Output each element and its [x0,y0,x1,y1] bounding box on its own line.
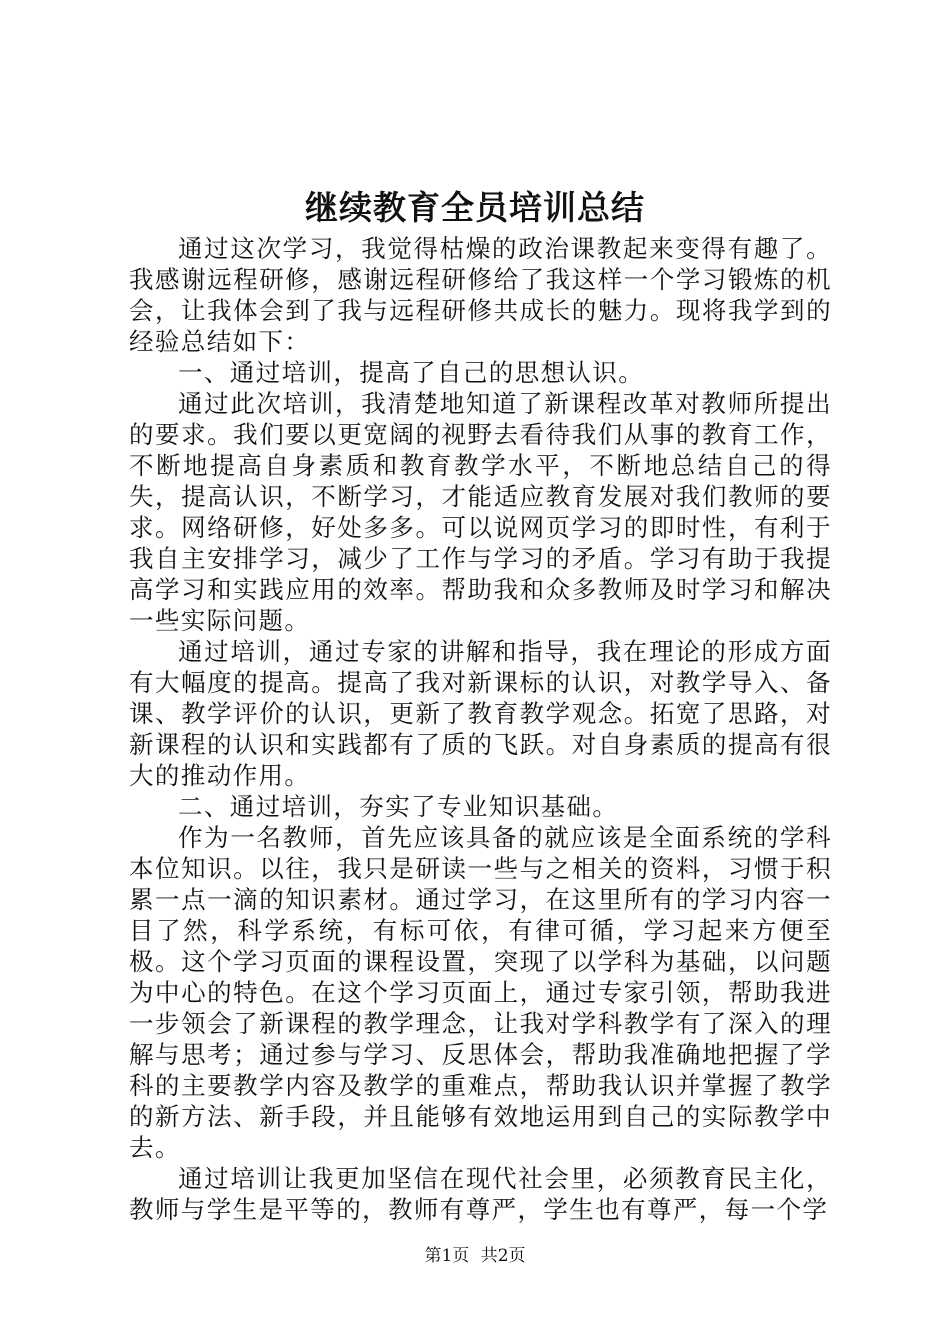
section-heading-2: 二、通过培训，夯实了专业知识基础。 [178,792,619,821]
paragraph-section-1b: 通过培训，通过专家的讲解和指导，我在理论的形成方面有大幅度的提高。提高了我对新课标的认识，对教学导入、备课、教学评价的认识，更新了教育教学观念。拓宽了思路，对新课程的认识和实践都有了质的飞跃。对自身素质的提高有很大的推动作用。 [129,637,832,790]
document-title: 继续教育全员培训总结 [305,188,645,227]
paragraph-section-1a: 通过此次培训，我清楚地知道了新课程改革对教师所提出的要求。我们要以更宽阔的视野去看待我们从事的教育工作，不断地提高自身素质和教育教学水平，不断地总结自己的得失，提高认识，不断学习，才能适应教育发展对我们教师的要求。网络研修，好处多多。可以说网页学习的即时性，有利于我自主安排学习，减少了工作与学习的矛盾。学习有助于我提高学习和实践应用的效率。帮助我和众多教师及时学习和解决一些实际问题。 [129,389,832,635]
paragraph-section-2a: 作为一名教师，首先应该具备的就应该是全面系统的学科本位知识。以往，我只是研读一些与之相关的资料，习惯于积累一点一滴的知识素材。通过学习，在这里所有的学习内容一目了然，科学系统，有标可依，有律可循，学习起来方便至极。这个学习页面的课程设置，突现了以学科为基础，以问题为中心的特色。在这个学习页面上，通过专家引领，帮助我进一步领会了新课程的教学理念，让我对学科教学有了深入的理解与思考；通过参与学习、反思体会，帮助我准确地把握了学科的主要教学内容及教学的重难点，帮助我认识并掌握了教学的新方法、新手段，并且能够有效地运用到自己的实际教学中去。 [129,823,832,1162]
section-heading-1: 一、通过培训，提高了自己的思想认识。 [178,358,645,387]
page-number: 第1页 [424,1246,470,1266]
page-footer [0,1244,950,1268]
paragraph-intro: 通过这次学习，我觉得枯燥的政治课教起来变得有趣了。我感谢远程研修，感谢远程研修给了我这样一个学习锻炼的机会，让我体会到了我与远程研修共成长的魅力。现将我学到的经验总结如下： [129,234,832,356]
paragraph-section-2b: 通过培训让我更加坚信在现代社会里，必须教育民主化，教师与学生是平等的，教师有尊严，学生也有尊严，每一个学 [129,1164,832,1224]
document-body [129,233,832,1225]
page-total: 共2页 [480,1246,526,1266]
